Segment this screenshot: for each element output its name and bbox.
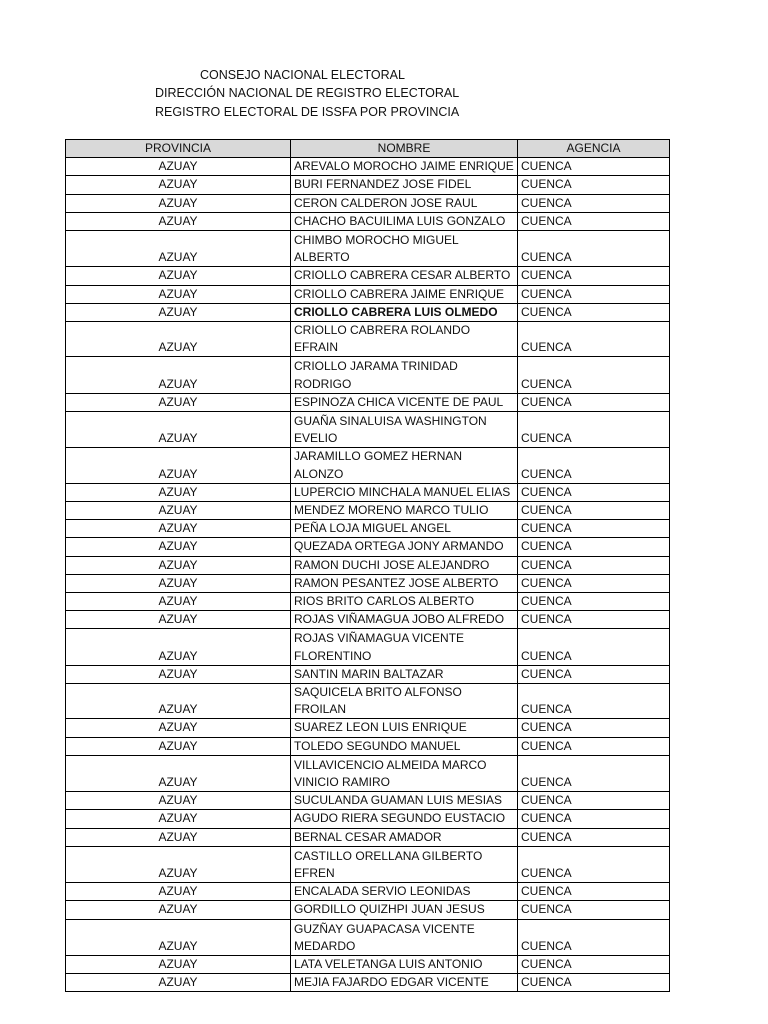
table-row bbox=[66, 719, 670, 737]
nombre-cell: LUPERCIO MINCHALA MANUEL ELIAS bbox=[291, 483, 518, 501]
agencia-cell: CUENCA bbox=[518, 574, 670, 592]
nombre-cell: SUAREZ LEON LUIS ENRIQUE bbox=[291, 719, 518, 737]
table-row bbox=[66, 393, 670, 411]
provincia-cell: AZUAY bbox=[66, 611, 291, 629]
nombre-cell: CRIOLLO CABRERA CESAR ALBERTO bbox=[291, 267, 518, 285]
nombre-cell: CHIMBO MOROCHO MIGUEL ALBERTO bbox=[291, 231, 518, 267]
table-row bbox=[66, 322, 670, 357]
nombre-cell: RIOS BRITO CARLOS ALBERTO bbox=[291, 593, 518, 611]
table-row bbox=[66, 846, 670, 882]
provincia-cell: AZUAY bbox=[66, 556, 291, 574]
table-row bbox=[66, 285, 670, 303]
provincia-cell: AZUAY bbox=[66, 574, 291, 592]
provincia-cell: AZUAY bbox=[66, 393, 291, 411]
table-row bbox=[66, 611, 670, 629]
provincia-cell: AZUAY bbox=[66, 357, 291, 393]
table-row bbox=[66, 231, 670, 267]
nombre-cell: ROJAS VIÑAMAGUA JOBO ALFREDO bbox=[291, 611, 518, 629]
table-row bbox=[66, 883, 670, 901]
agencia-cell: CUENCA bbox=[518, 285, 670, 303]
agencia-cell: CUENCA bbox=[518, 883, 670, 901]
table-row bbox=[66, 901, 670, 919]
nombre-cell: AGUDO RIERA SEGUNDO EUSTACIO bbox=[291, 810, 518, 828]
table-row bbox=[66, 502, 670, 520]
voter-registry-table bbox=[65, 139, 670, 992]
nombre-cell: MENDEZ MORENO MARCO TULIO bbox=[291, 502, 518, 520]
header-line-2: DIRECCIÓN NACIONAL DE REGISTRO ELECTORAL bbox=[155, 86, 460, 101]
agencia-cell: CUENCA bbox=[518, 502, 670, 520]
table-row bbox=[66, 684, 670, 719]
agencia-cell: CUENCA bbox=[518, 684, 670, 719]
agencia-cell: CUENCA bbox=[518, 412, 670, 448]
agencia-cell: CUENCA bbox=[518, 303, 670, 321]
agencia-cell: CUENCA bbox=[518, 393, 670, 411]
table-row bbox=[66, 194, 670, 212]
provincia-cell: AZUAY bbox=[66, 502, 291, 520]
provincia-cell: AZUAY bbox=[66, 719, 291, 737]
nombre-cell: SAQUICELA BRITO ALFONSO FROILAN bbox=[291, 684, 518, 719]
nombre-cell: ESPINOZA CHICA VICENTE DE PAUL bbox=[291, 393, 518, 411]
nombre-cell: ROJAS VIÑAMAGUA VICENTE FLORENTINO bbox=[291, 629, 518, 665]
nombre-cell: JARAMILLO GOMEZ HERNAN ALONZO bbox=[291, 448, 518, 483]
agencia-cell: CUENCA bbox=[518, 737, 670, 755]
table-row bbox=[66, 593, 670, 611]
table-row bbox=[66, 974, 670, 992]
provincia-cell: AZUAY bbox=[66, 176, 291, 194]
agencia-cell: CUENCA bbox=[518, 357, 670, 393]
nombre-cell: AREVALO MOROCHO JAIME ENRIQUE bbox=[291, 158, 518, 176]
agencia-cell: CUENCA bbox=[518, 520, 670, 538]
provincia-cell: AZUAY bbox=[66, 684, 291, 719]
table-row bbox=[66, 520, 670, 538]
nombre-cell: ENCALADA SERVIO LEONIDAS bbox=[291, 883, 518, 901]
agencia-cell: CUENCA bbox=[518, 919, 670, 955]
provincia-cell: AZUAY bbox=[66, 212, 291, 230]
provincia-cell: AZUAY bbox=[66, 412, 291, 448]
nombre-cell: LATA VELETANGA LUIS ANTONIO bbox=[291, 956, 518, 974]
nombre-cell: BURI FERNANDEZ JOSE FIDEL bbox=[291, 176, 518, 194]
document-header bbox=[0, 66, 580, 121]
agencia-cell: CUENCA bbox=[518, 755, 670, 791]
agencia-cell: CUENCA bbox=[518, 556, 670, 574]
nombre-cell: RAMON DUCHI JOSE ALEJANDRO bbox=[291, 556, 518, 574]
agencia-cell: CUENCA bbox=[518, 448, 670, 483]
header-line-3: REGISTRO ELECTORAL DE ISSFA POR PROVINCIA bbox=[155, 104, 460, 119]
provincia-cell: AZUAY bbox=[66, 737, 291, 755]
column-header-agencia: AGENCIA bbox=[518, 140, 670, 158]
table-row bbox=[66, 665, 670, 683]
agencia-cell: CUENCA bbox=[518, 267, 670, 285]
agencia-cell: CUENCA bbox=[518, 974, 670, 992]
provincia-cell: AZUAY bbox=[66, 267, 291, 285]
table-row bbox=[66, 956, 670, 974]
provincia-cell: AZUAY bbox=[66, 755, 291, 791]
provincia-cell: AZUAY bbox=[66, 303, 291, 321]
table-row bbox=[66, 176, 670, 194]
table-row bbox=[66, 574, 670, 592]
provincia-cell: AZUAY bbox=[66, 538, 291, 556]
nombre-cell: SANTIN MARIN BALTAZAR bbox=[291, 665, 518, 683]
nombre-cell: TOLEDO SEGUNDO MANUEL bbox=[291, 737, 518, 755]
table-header-row bbox=[66, 140, 670, 158]
provincia-cell: AZUAY bbox=[66, 919, 291, 955]
nombre-cell: CRIOLLO CABRERA ROLANDO EFRAIN bbox=[291, 322, 518, 357]
nombre-cell: VILLAVICENCIO ALMEIDA MARCO VINICIO RAMIRO bbox=[291, 755, 518, 791]
table-row bbox=[66, 267, 670, 285]
table-row bbox=[66, 755, 670, 791]
agencia-cell: CUENCA bbox=[518, 901, 670, 919]
agencia-cell: CUENCA bbox=[518, 194, 670, 212]
provincia-cell: AZUAY bbox=[66, 828, 291, 846]
provincia-cell: AZUAY bbox=[66, 322, 291, 357]
table-row bbox=[66, 212, 670, 230]
nombre-cell: CHACHO BACUILIMA LUIS GONZALO bbox=[291, 212, 518, 230]
agencia-cell: CUENCA bbox=[518, 322, 670, 357]
table-row bbox=[66, 483, 670, 501]
provincia-cell: AZUAY bbox=[66, 846, 291, 882]
provincia-cell: AZUAY bbox=[66, 629, 291, 665]
provincia-cell: AZUAY bbox=[66, 158, 291, 176]
nombre-cell: GUZÑAY GUAPACASA VICENTE MEDARDO bbox=[291, 919, 518, 955]
nombre-cell: RAMON PESANTEZ JOSE ALBERTO bbox=[291, 574, 518, 592]
column-header-provincia: PROVINCIA bbox=[66, 140, 291, 158]
provincia-cell: AZUAY bbox=[66, 285, 291, 303]
provincia-cell: AZUAY bbox=[66, 901, 291, 919]
agencia-cell: CUENCA bbox=[518, 629, 670, 665]
table-row bbox=[66, 810, 670, 828]
provincia-cell: AZUAY bbox=[66, 194, 291, 212]
provincia-cell: AZUAY bbox=[66, 956, 291, 974]
table-row bbox=[66, 737, 670, 755]
agencia-cell: CUENCA bbox=[518, 611, 670, 629]
nombre-cell: CERON CALDERON JOSE RAUL bbox=[291, 194, 518, 212]
agencia-cell: CUENCA bbox=[518, 176, 670, 194]
provincia-cell: AZUAY bbox=[66, 883, 291, 901]
table-row bbox=[66, 792, 670, 810]
provincia-cell: AZUAY bbox=[66, 792, 291, 810]
nombre-cell: SUCULANDA GUAMAN LUIS MESIAS bbox=[291, 792, 518, 810]
table-row bbox=[66, 828, 670, 846]
nombre-cell: PEÑA LOJA MIGUEL ANGEL bbox=[291, 520, 518, 538]
column-header-nombre: NOMBRE bbox=[291, 140, 518, 158]
nombre-cell: MEJIA FAJARDO EDGAR VICENTE bbox=[291, 974, 518, 992]
agencia-cell: CUENCA bbox=[518, 810, 670, 828]
nombre-cell: CRIOLLO CABRERA JAIME ENRIQUE bbox=[291, 285, 518, 303]
table-row bbox=[66, 629, 670, 665]
provincia-cell: AZUAY bbox=[66, 810, 291, 828]
table-row bbox=[66, 538, 670, 556]
table-row bbox=[66, 448, 670, 483]
agencia-cell: CUENCA bbox=[518, 158, 670, 176]
table-row bbox=[66, 412, 670, 448]
provincia-cell: AZUAY bbox=[66, 593, 291, 611]
agencia-cell: CUENCA bbox=[518, 846, 670, 882]
table-row bbox=[66, 303, 670, 321]
agencia-cell: CUENCA bbox=[518, 231, 670, 267]
agencia-cell: CUENCA bbox=[518, 538, 670, 556]
table-row bbox=[66, 919, 670, 955]
agencia-cell: CUENCA bbox=[518, 956, 670, 974]
agencia-cell: CUENCA bbox=[518, 665, 670, 683]
nombre-cell: BERNAL CESAR AMADOR bbox=[291, 828, 518, 846]
provincia-cell: AZUAY bbox=[66, 231, 291, 267]
table-row bbox=[66, 556, 670, 574]
table-row bbox=[66, 158, 670, 176]
agencia-cell: CUENCA bbox=[518, 792, 670, 810]
provincia-cell: AZUAY bbox=[66, 448, 291, 483]
agencia-cell: CUENCA bbox=[518, 719, 670, 737]
provincia-cell: AZUAY bbox=[66, 665, 291, 683]
table-row bbox=[66, 357, 670, 393]
provincia-cell: AZUAY bbox=[66, 483, 291, 501]
nombre-cell: CASTILLO ORELLANA GILBERTO EFREN bbox=[291, 846, 518, 882]
provincia-cell: AZUAY bbox=[66, 974, 291, 992]
nombre-cell: GUAÑA SINALUISA WASHINGTON EVELIO bbox=[291, 412, 518, 448]
nombre-cell: QUEZADA ORTEGA JONY ARMANDO bbox=[291, 538, 518, 556]
agencia-cell: CUENCA bbox=[518, 593, 670, 611]
nombre-cell: GORDILLO QUIZHPI JUAN JESUS bbox=[291, 901, 518, 919]
agencia-cell: CUENCA bbox=[518, 212, 670, 230]
nombre-cell: CRIOLLO JARAMA TRINIDAD RODRIGO bbox=[291, 357, 518, 393]
agencia-cell: CUENCA bbox=[518, 828, 670, 846]
agencia-cell: CUENCA bbox=[518, 483, 670, 501]
provincia-cell: AZUAY bbox=[66, 520, 291, 538]
header-line-1: CONSEJO NACIONAL ELECTORAL bbox=[200, 68, 405, 82]
nombre-cell: CRIOLLO CABRERA LUIS OLMEDO bbox=[291, 303, 518, 321]
